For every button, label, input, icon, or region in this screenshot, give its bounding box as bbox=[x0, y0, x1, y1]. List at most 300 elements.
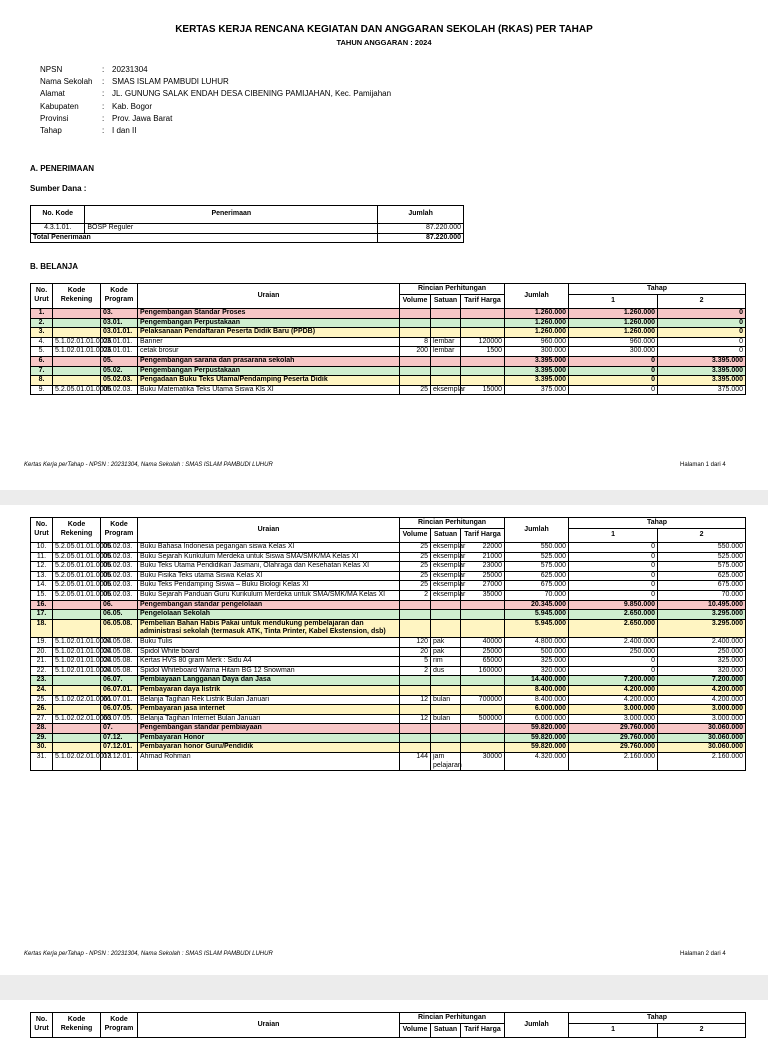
cell-rek: 5.1.02.01.01.0024 bbox=[53, 647, 101, 657]
cell-rek: 5.1.02.01.01.0024 bbox=[53, 657, 101, 667]
cell-tarif: 25000 bbox=[461, 571, 505, 581]
cell-jumlah: 4.320.000 bbox=[505, 753, 569, 771]
cell-t1: 7.200.000 bbox=[569, 676, 658, 686]
item-row bbox=[31, 666, 746, 676]
cell-prog: 06.07.01. bbox=[101, 685, 138, 695]
info-row: Nama Sekolah : SMAS ISLAM PAMBUDI LUHUR bbox=[40, 77, 229, 87]
category-row bbox=[31, 309, 746, 319]
cell-sat: dus bbox=[431, 666, 461, 676]
cell-no: 25. bbox=[31, 695, 53, 705]
footer-left: Kertas Kerja perTahap - NPSN : 20231304, Nama Sekolah : SMAS ISLAM PAMBUDI LUHUR bbox=[24, 462, 273, 468]
item-row bbox=[31, 581, 746, 591]
cell-vol bbox=[400, 600, 431, 610]
cell-prog: 06.05.08. bbox=[101, 637, 138, 647]
cell-t1: 3.000.000 bbox=[569, 705, 658, 715]
cell-uraian: Pengembangan standar pembiayaan bbox=[138, 724, 400, 734]
cell-vol: 25 bbox=[400, 543, 431, 553]
cell-sat bbox=[431, 318, 461, 328]
cell-sat bbox=[431, 705, 461, 715]
cell-no: 3. bbox=[31, 328, 53, 338]
cell-rek: 5.2.05.01.01.0006 bbox=[53, 562, 101, 572]
cell-tarif: 23000 bbox=[461, 562, 505, 572]
cell-t1: 0 bbox=[569, 385, 658, 395]
cell-vol: 2 bbox=[400, 666, 431, 676]
cell-uraian: Belanja Tagihan Rek Listrik Bulan Januari bbox=[138, 695, 400, 705]
column-header: Jumlah bbox=[505, 518, 569, 543]
document-page-1 bbox=[0, 0, 768, 490]
category-row bbox=[31, 685, 746, 695]
cell-no: 18. bbox=[31, 619, 53, 637]
cell-t2: 3.395.000 bbox=[658, 366, 746, 376]
column-header: Uraian bbox=[138, 284, 400, 309]
cell-t1: 0 bbox=[569, 581, 658, 591]
cell-no: 27. bbox=[31, 714, 53, 724]
document-page-2 bbox=[0, 505, 768, 975]
item-row bbox=[31, 590, 746, 600]
column-header: Uraian bbox=[138, 518, 400, 543]
cell-prog: 05.02.03. bbox=[101, 552, 138, 562]
cell-no: 1. bbox=[31, 309, 53, 319]
cell-prog: 03.01. bbox=[101, 318, 138, 328]
cell-t1: 0 bbox=[569, 552, 658, 562]
cell-prog: 06.07.05. bbox=[101, 705, 138, 715]
cell-t2: 0 bbox=[658, 328, 746, 338]
column-header: Tarif Harga bbox=[461, 529, 505, 543]
column-header: Volume bbox=[400, 1024, 431, 1038]
cell-prog: 05.02.03. bbox=[101, 590, 138, 600]
item-row bbox=[31, 337, 746, 347]
cell-no: 24. bbox=[31, 685, 53, 695]
cell-tarif bbox=[461, 356, 505, 366]
belanja-table-page-2 bbox=[30, 517, 746, 771]
cell-vol: 25 bbox=[400, 581, 431, 591]
info-row: Tahap : I dan II bbox=[40, 126, 137, 136]
cell-uraian: Pembayaran honor Guru/Pendidik bbox=[138, 743, 400, 753]
page-separator bbox=[0, 975, 768, 1000]
cell-t1: 4.200.000 bbox=[569, 685, 658, 695]
cell-sat bbox=[431, 376, 461, 386]
cell-sat: pak bbox=[431, 647, 461, 657]
cell-jumlah: 8.400.000 bbox=[505, 695, 569, 705]
cell-rek bbox=[53, 366, 101, 376]
cell-no: 20. bbox=[31, 647, 53, 657]
cell-t2: 4.200.000 bbox=[658, 685, 746, 695]
cell-prog: 06. bbox=[101, 600, 138, 610]
cell-vol bbox=[400, 366, 431, 376]
cell-uraian: Pengembangan Standar Proses bbox=[138, 309, 400, 319]
column-header: Rincian Perhitungan bbox=[400, 518, 505, 529]
info-row: Alamat : JL. GUNUNG SALAK ENDAH DESA CIBENING PAMIJAHAN, Kec. Pamijahan bbox=[40, 89, 392, 99]
cell-no: 9. bbox=[31, 385, 53, 395]
cell-rek bbox=[53, 328, 101, 338]
column-header: Volume bbox=[400, 295, 431, 309]
cell-vol bbox=[400, 610, 431, 620]
item-row bbox=[31, 657, 746, 667]
category-row bbox=[31, 356, 746, 366]
column-header: No. Kode bbox=[31, 206, 85, 224]
cell-no: 23. bbox=[31, 676, 53, 686]
cell-t1: 1.260.000 bbox=[569, 328, 658, 338]
cell-no: 31. bbox=[31, 753, 53, 771]
cell-tarif: 700000 bbox=[461, 695, 505, 705]
cell-sat bbox=[431, 328, 461, 338]
column-header: Jumlah bbox=[505, 1013, 569, 1038]
cell-vol: 20 bbox=[400, 647, 431, 657]
cell-rek bbox=[53, 376, 101, 386]
cell-rek: 5.1.02.02.01.0061 bbox=[53, 695, 101, 705]
cell-vol bbox=[400, 328, 431, 338]
cell-vol bbox=[400, 733, 431, 743]
cell-sat: eksemplar bbox=[431, 385, 461, 395]
column-header: 2 bbox=[658, 1024, 746, 1038]
category-row bbox=[31, 328, 746, 338]
column-header: Jumlah bbox=[505, 284, 569, 309]
cell-tarif: 1500 bbox=[461, 347, 505, 357]
column-header: Satuan bbox=[431, 295, 461, 309]
item-row bbox=[31, 695, 746, 705]
column-header: 1 bbox=[569, 1024, 658, 1038]
cell-uraian: Pelaksanaan Pendaftaran Peserta Didik Baru (PPDB) bbox=[138, 328, 400, 338]
column-header: 1 bbox=[569, 295, 658, 309]
sumber-dana-label: Sumber Dana : bbox=[30, 184, 87, 193]
cell-prog: 06.05. bbox=[101, 610, 138, 620]
item-row bbox=[31, 753, 746, 771]
column-header: No. Urut bbox=[31, 518, 53, 543]
cell-no: 28. bbox=[31, 724, 53, 734]
cell-prog: 03.01.01. bbox=[101, 337, 138, 347]
cell-no: 14. bbox=[31, 581, 53, 591]
school-info bbox=[40, 64, 391, 137]
cell-rek bbox=[53, 733, 101, 743]
cell-jumlah: 3.395.000 bbox=[505, 356, 569, 366]
cell-uraian: Kertas HVS 80 gram Merk : Sidu A4 bbox=[138, 657, 400, 667]
section-heading-penerimaan: A. PENERIMAAN bbox=[30, 164, 95, 173]
cell-uraian: Spidol White board bbox=[138, 647, 400, 657]
cell-sat: lembar bbox=[431, 347, 461, 357]
cell-t2: 0 bbox=[658, 309, 746, 319]
cell-t2: 0 bbox=[658, 337, 746, 347]
cell-jumlah: 6.000.000 bbox=[505, 705, 569, 715]
cell-rek: 5.2.05.01.01.0006 bbox=[53, 543, 101, 553]
cell-tarif bbox=[461, 733, 505, 743]
cell-uraian: Pembelian Bahan Habis Pakai untuk mendukung pembelajaran dan administrasi sekolah (termasuk ATK, Tinta Printer, Kabel Ekstension, dsb) bbox=[138, 619, 400, 637]
cell-uraian: Buku Teks Pendamping Siswa – Buku Biologi Kelas XI bbox=[138, 581, 400, 591]
cell-rek: 5.1.02.02.01.0013 bbox=[53, 753, 101, 771]
footer-left: Kertas Kerja perTahap - NPSN : 20231304, Nama Sekolah : SMAS ISLAM PAMBUDI LUHUR bbox=[24, 951, 273, 957]
category-row bbox=[31, 318, 746, 328]
cell-jumlah: 14.400.000 bbox=[505, 676, 569, 686]
cell-vol: 25 bbox=[400, 571, 431, 581]
penerimaan-table bbox=[30, 205, 464, 243]
item-row bbox=[31, 714, 746, 724]
column-header: 2 bbox=[658, 529, 746, 543]
cell-t2: 625.000 bbox=[658, 571, 746, 581]
column-header: Tahap bbox=[569, 518, 746, 529]
cell-no: 19. bbox=[31, 637, 53, 647]
cell-t1: 0 bbox=[569, 376, 658, 386]
cell-jumlah: 59.820.000 bbox=[505, 724, 569, 734]
cell-no: 11. bbox=[31, 552, 53, 562]
cell-jumlah: 4.800.000 bbox=[505, 637, 569, 647]
cell-no: 17. bbox=[31, 610, 53, 620]
cell-jumlah: 5.945.000 bbox=[505, 610, 569, 620]
cell-rek: 5.1.02.01.01.0024 bbox=[53, 666, 101, 676]
cell-vol: 12 bbox=[400, 695, 431, 705]
cell-no: 8. bbox=[31, 376, 53, 386]
cell-uraian: Pengembangan Perpustakaan bbox=[138, 366, 400, 376]
cell-rek bbox=[53, 619, 101, 637]
cell-vol: 25 bbox=[400, 562, 431, 572]
cell-uraian: Pengembangan sarana dan prasarana sekolah bbox=[138, 356, 400, 366]
cell-tarif bbox=[461, 619, 505, 637]
column-header: No. Urut bbox=[31, 284, 53, 309]
cell-t2: 250.000 bbox=[658, 647, 746, 657]
cell-t1: 2.650.000 bbox=[569, 610, 658, 620]
cell-vol: 12 bbox=[400, 714, 431, 724]
cell-rek: 5.1.02.02.01.0063 bbox=[53, 714, 101, 724]
cell-vol bbox=[400, 356, 431, 366]
cell-jumlah: 1.260.000 bbox=[505, 328, 569, 338]
cell-sat: eksemplar bbox=[431, 590, 461, 600]
cell-prog: 03.01.01. bbox=[101, 328, 138, 338]
column-header: Rincian Perhitungan bbox=[400, 1013, 505, 1024]
cell-t2: 30.060.000 bbox=[658, 743, 746, 753]
cell-rek: 5.1.02.01.01.0026 bbox=[53, 337, 101, 347]
cell-tarif bbox=[461, 743, 505, 753]
category-row bbox=[31, 600, 746, 610]
cell-rek bbox=[53, 676, 101, 686]
cell-tarif bbox=[461, 376, 505, 386]
cell-t1: 0 bbox=[569, 571, 658, 581]
column-header: Satuan bbox=[431, 529, 461, 543]
cell-vol: 2 bbox=[400, 590, 431, 600]
cell-prog: 05. bbox=[101, 356, 138, 366]
cell-uraian: Pengelolaan Sekolah bbox=[138, 610, 400, 620]
cell-prog: 06.05.08. bbox=[101, 666, 138, 676]
category-row bbox=[31, 743, 746, 753]
column-header: Tahap bbox=[569, 1013, 746, 1024]
cell-sat bbox=[431, 610, 461, 620]
cell-no: 16. bbox=[31, 600, 53, 610]
cell-vol bbox=[400, 676, 431, 686]
cell-prog: 06.05.08. bbox=[101, 657, 138, 667]
cell-vol: 120 bbox=[400, 637, 431, 647]
cell-t2: 3.295.000 bbox=[658, 610, 746, 620]
item-row bbox=[31, 347, 746, 357]
cell-rek bbox=[53, 685, 101, 695]
cell-vol: 5 bbox=[400, 657, 431, 667]
cell-tarif bbox=[461, 676, 505, 686]
cell-sat bbox=[431, 685, 461, 695]
cell-t2: 375.000 bbox=[658, 385, 746, 395]
column-header: Kode Program bbox=[101, 518, 138, 543]
cell-rek bbox=[53, 309, 101, 319]
column-header: 2 bbox=[658, 295, 746, 309]
cell-uraian: Buku Teks Utama Pendidikan Jasmani, Olahraga dan Kesehatan Kelas XI bbox=[138, 562, 400, 572]
cell-jumlah: 5.945.000 bbox=[505, 619, 569, 637]
cell-sat: lembar bbox=[431, 337, 461, 347]
cell-rek bbox=[53, 356, 101, 366]
cell-uraian: Buku Bahasa Indonesia pegangan siswa Kelas XI bbox=[138, 543, 400, 553]
cell-prog: 06.07. bbox=[101, 676, 138, 686]
footer-page-number: Halaman 2 dari 4 bbox=[680, 951, 726, 957]
cell-t1: 300.000 bbox=[569, 347, 658, 357]
cell-t2: 0 bbox=[658, 347, 746, 357]
cell-sat bbox=[431, 676, 461, 686]
cell-t1: 29.760.000 bbox=[569, 724, 658, 734]
cell-jumlah: 375.000 bbox=[505, 385, 569, 395]
column-header: 1 bbox=[569, 529, 658, 543]
info-row: NPSN : 20231304 bbox=[40, 65, 148, 74]
cell-t2: 7.200.000 bbox=[658, 676, 746, 686]
cell-uraian: Buku Sejarah Kurikulum Merdeka untuk Siswa SMA/SMK/MA Kelas XI bbox=[138, 552, 400, 562]
cell-rek bbox=[53, 724, 101, 734]
cell-tarif: 40000 bbox=[461, 637, 505, 647]
cell-vol bbox=[400, 309, 431, 319]
footer-page-number: Halaman 1 dari 4 bbox=[680, 462, 726, 468]
cell-uraian: Spidol Whiteboard Warna Hitam BG 12 Snowman bbox=[138, 666, 400, 676]
cell-t2: 3.000.000 bbox=[658, 705, 746, 715]
cell-tarif: 160000 bbox=[461, 666, 505, 676]
cell-t2: 2.160.000 bbox=[658, 753, 746, 771]
cell-tarif bbox=[461, 685, 505, 695]
cell-sat bbox=[431, 724, 461, 734]
cell-jumlah: 960.000 bbox=[505, 337, 569, 347]
cell-t2: 3.395.000 bbox=[658, 356, 746, 366]
column-header: Kode Rekening bbox=[53, 518, 101, 543]
cell-tarif: 65000 bbox=[461, 657, 505, 667]
cell-t2: 3.295.000 bbox=[658, 619, 746, 637]
cell-t2: 2.400.000 bbox=[658, 637, 746, 647]
cell-uraian: Pembayaran daya listrik bbox=[138, 685, 400, 695]
category-row bbox=[31, 733, 746, 743]
cell-prog: 03.01.01. bbox=[101, 347, 138, 357]
cell-tarif bbox=[461, 705, 505, 715]
cell-rek bbox=[53, 610, 101, 620]
cell-no: 26. bbox=[31, 705, 53, 715]
cell-t1: 0 bbox=[569, 657, 658, 667]
cell-prog: 06.07.05. bbox=[101, 714, 138, 724]
cell-uraian: Buku Sejarah Panduan Guru Kurikulum Merdeka untuk SMA/SMK/MA Kelas XI bbox=[138, 590, 400, 600]
cell-jumlah: 3.395.000 bbox=[505, 366, 569, 376]
cell-t1: 2.160.000 bbox=[569, 753, 658, 771]
column-header: Satuan bbox=[431, 1024, 461, 1038]
cell-no: 5. bbox=[31, 347, 53, 357]
cell-t1: 2.650.000 bbox=[569, 619, 658, 637]
cell-no: 30. bbox=[31, 743, 53, 753]
cell-vol bbox=[400, 724, 431, 734]
cell-t1: 1.260.000 bbox=[569, 309, 658, 319]
cell-sat bbox=[431, 743, 461, 753]
cell-sat: eksemplar bbox=[431, 571, 461, 581]
cell-rek bbox=[53, 318, 101, 328]
category-row bbox=[31, 705, 746, 715]
cell-t2: 30.060.000 bbox=[658, 733, 746, 743]
item-row bbox=[31, 562, 746, 572]
cell-t1: 0 bbox=[569, 590, 658, 600]
cell-no: 15. bbox=[31, 590, 53, 600]
cell-t1: 0 bbox=[569, 366, 658, 376]
cell-t1: 9.850.000 bbox=[569, 600, 658, 610]
cell-tarif: 35000 bbox=[461, 590, 505, 600]
cell-uraian: Pengembangan standar pengelolaan bbox=[138, 600, 400, 610]
cell-no: 4. bbox=[31, 337, 53, 347]
cell-jumlah: 550.000 bbox=[505, 543, 569, 553]
cell-prog: 05.02.03. bbox=[101, 385, 138, 395]
cell-uraian: Pembiayaan Langganan Daya dan Jasa bbox=[138, 676, 400, 686]
section-heading-belanja: B. BELANJA bbox=[30, 262, 79, 271]
cell-sat: bulan bbox=[431, 695, 461, 705]
cell-uraian: Banner bbox=[138, 337, 400, 347]
cell-vol bbox=[400, 705, 431, 715]
item-row bbox=[31, 637, 746, 647]
column-header: Tarif Harga bbox=[461, 295, 505, 309]
cell-prog: 07. bbox=[101, 724, 138, 734]
cell-prog: 07.12.01. bbox=[101, 753, 138, 771]
cell-uraian: Buku Fisika Teks utama Siswa Kelas XI bbox=[138, 571, 400, 581]
cell-rek: 5.2.05.01.01.0006 bbox=[53, 385, 101, 395]
cell-t1: 0 bbox=[569, 666, 658, 676]
table-row: 4.3.1.01. BOSP Reguler 87.220.000 bbox=[31, 224, 464, 234]
cell-t1: 4.200.000 bbox=[569, 695, 658, 705]
cell-sat bbox=[431, 356, 461, 366]
category-row bbox=[31, 376, 746, 386]
cell-uraian: Belanja Tagihan Internet Bulan Januari bbox=[138, 714, 400, 724]
belanja-table-page-1 bbox=[30, 283, 746, 395]
cell-no: 22. bbox=[31, 666, 53, 676]
cell-vol bbox=[400, 318, 431, 328]
column-header: Jumlah bbox=[378, 206, 464, 224]
cell-t1: 29.760.000 bbox=[569, 743, 658, 753]
cell-vol: 25 bbox=[400, 552, 431, 562]
cell-prog: 05.02. bbox=[101, 366, 138, 376]
cell-jumlah: 300.000 bbox=[505, 347, 569, 357]
cell-sat bbox=[431, 600, 461, 610]
document-page-3 bbox=[0, 1000, 768, 1034]
cell-prog: 05.02.03. bbox=[101, 376, 138, 386]
cell-uraian: Buku Tulis bbox=[138, 637, 400, 647]
cell-sat: eksemplar bbox=[431, 562, 461, 572]
cell-t1: 0 bbox=[569, 356, 658, 366]
item-row bbox=[31, 571, 746, 581]
cell-sat: pak bbox=[431, 637, 461, 647]
item-row bbox=[31, 543, 746, 553]
cell-jumlah: 1.260.000 bbox=[505, 309, 569, 319]
cell-prog: 06.05.08. bbox=[101, 619, 138, 637]
cell-sat: jam pelajaran bbox=[431, 753, 461, 771]
cell-tarif: 15000 bbox=[461, 385, 505, 395]
cell-jumlah: 70.000 bbox=[505, 590, 569, 600]
cell-uraian: cetak brosur bbox=[138, 347, 400, 357]
cell-t1: 3.000.000 bbox=[569, 714, 658, 724]
total-row: Total Penerimaan 87.220.000 bbox=[31, 233, 464, 243]
cell-t2: 675.000 bbox=[658, 581, 746, 591]
cell-prog: 05.02.03. bbox=[101, 562, 138, 572]
item-row bbox=[31, 552, 746, 562]
cell-t2: 70.000 bbox=[658, 590, 746, 600]
column-header: Penerimaan bbox=[85, 206, 378, 224]
cell-uraian: Ahmad Rohman bbox=[138, 753, 400, 771]
cell-jumlah: 675.000 bbox=[505, 581, 569, 591]
cell-no: 7. bbox=[31, 366, 53, 376]
cell-prog: 05.02.03. bbox=[101, 571, 138, 581]
cell-jumlah: 8.400.000 bbox=[505, 685, 569, 695]
cell-prog: 05.02.03. bbox=[101, 581, 138, 591]
cell-uraian: Pengadaan Buku Teks Utama/Pendamping Peserta Didik bbox=[138, 376, 400, 386]
cell-rek bbox=[53, 600, 101, 610]
cell-prog: 07.12. bbox=[101, 733, 138, 743]
cell-t1: 0 bbox=[569, 562, 658, 572]
